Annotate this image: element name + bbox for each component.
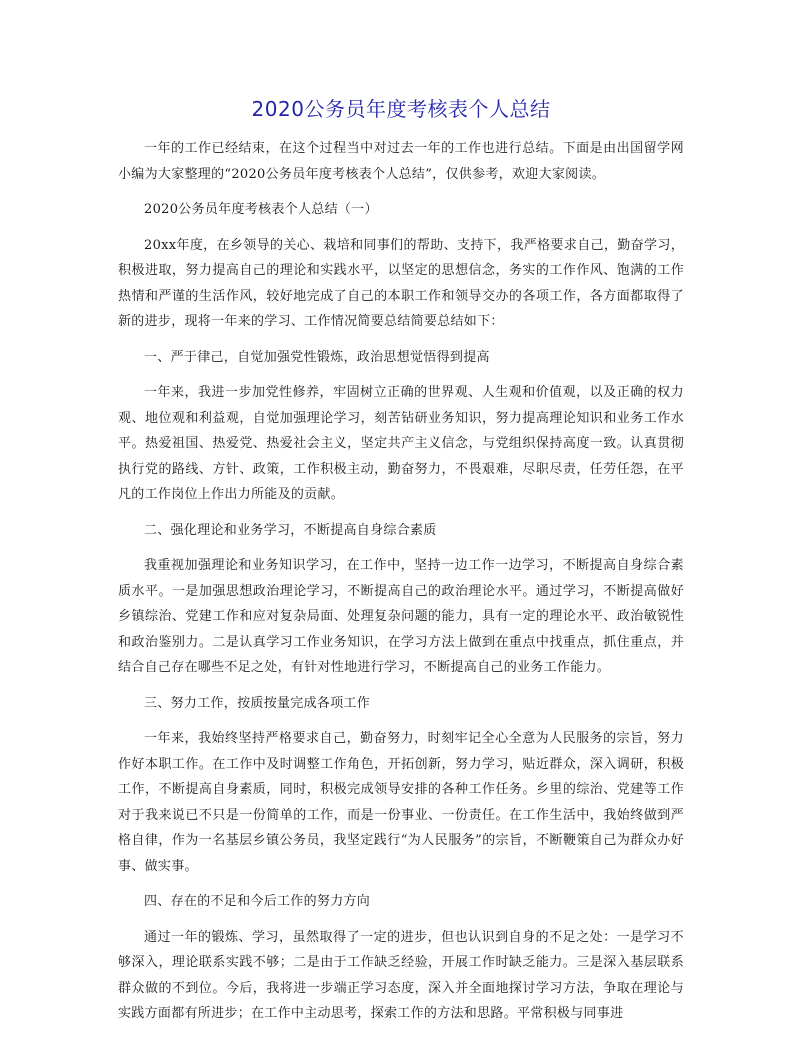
opening-paragraph: 20xx年度，在乡领导的关心、栽培和同事们的帮助、支持下，我严格要求自己，勤奋学习，积极进取，努力提高自己的理论和实践水平，以坚定的思想信念，务实的工作作风、饱满的工作热情和严谨的生活作风，较好地完成了自己的本职工作和领导交办的各项工作，各方面都取得了新的进步，现将一年来的学习、工作情况简要总结简要总结如下： (118, 237, 684, 329)
section-body: 通过一年的锻炼、学习，虽然取得了一定的进步，但也认识到自身的不足之处：一是学习不够深入，理论联系实践不够；二是由于工作缺乏经验，开展工作时缺乏能力。三是深入基层联系群众做的不到位。今后，我将进一步端正学习态度，深入并全面地探讨学习方法，争取在理论与实践方面都有所进步；在工作中主动思考，探索工作的方法和思路。平常积极与同事进 (118, 929, 684, 1021)
subtitle: 2020公务员年度考核表个人总结（一） (144, 202, 378, 217)
document-page (118, 95, 684, 1037)
section-heading: 四、存在的不足和今后工作的努力方向 (144, 894, 371, 909)
document-title: 2020公务员年度考核表个人总结 (251, 97, 551, 121)
section-body: 一年来，我始终坚持严格要求自己，勤奋努力，时刻牢记全心全意为人民服务的宗旨，努力作好本职工作。在工作中及时调整工作角色，开拓创新，努力学习，贴近群众，深入调研，积极工作，不断提高自身素质，同时，积极完成领导安排的各种工作任务。乡里的综治、党建等工作对于我来说已不只是一份简单的工作，而是一份事业、一份责任。在工作生活中，我始终做到严格自律，作为一名基层乡镇公务员，我坚定践行“为人民服务”的宗旨，不断鞭策自己为群众办好事、做实事。 (118, 731, 684, 874)
intro-paragraph: 一年的工作已经结束，在这个过程当中对过去一年的工作也进行总结。下面是由出国留学网小编为大家整理的“2020公务员年度考核表个人总结”，仅供参考，欢迎大家阅读。 (118, 141, 684, 182)
section-heading: 三、努力工作，按质按量完成各项工作 (144, 695, 371, 711)
section-heading: 二、强化理论和业务学习，不断提高自身综合素质 (144, 522, 437, 538)
section-body: 一年来，我进一步加党性修养，牢固树立正确的世界观、人生观和价值观，以及正确的权力观、地位观和利益观，自觉加强理论学习，刻苦钻研业务知识，努力提高理论知识和业务工作水平。热爱祖国、热爱党、热爱社会主义，坚定共产主义信念，与党组织保持高度一致。认真贯彻执行党的路线、方针、政策，工作积极主动，勤奋努力，不畏艰难，尽职尽责，任劳任怨，在平凡的工作岗位上作出力所能及的贡献。 (118, 385, 684, 502)
section-body: 我重视加强理论和业务知识学习，在工作中，坚持一边工作一边学习，不断提高自身综合素质水平。一是加强思想政治理论学习，不断提高自己的政治理论水平。通过学习，不断提高做好乡镇综治、党建工作和应对复杂局面、处理复杂问题的能力，具有一定的理论水平、政治敏锐性和政治鉴别力。二是认真学习工作业务知识，在学习方法上做到在重点中找重点，抓住重点，并结合自己存在哪些不足之处，有针对性地进行学习，不断提高自己的业务工作能力。 (118, 558, 684, 675)
section-heading: 一、严于律己，自觉加强党性锻炼，政治思想觉悟得到提高 (144, 349, 490, 365)
